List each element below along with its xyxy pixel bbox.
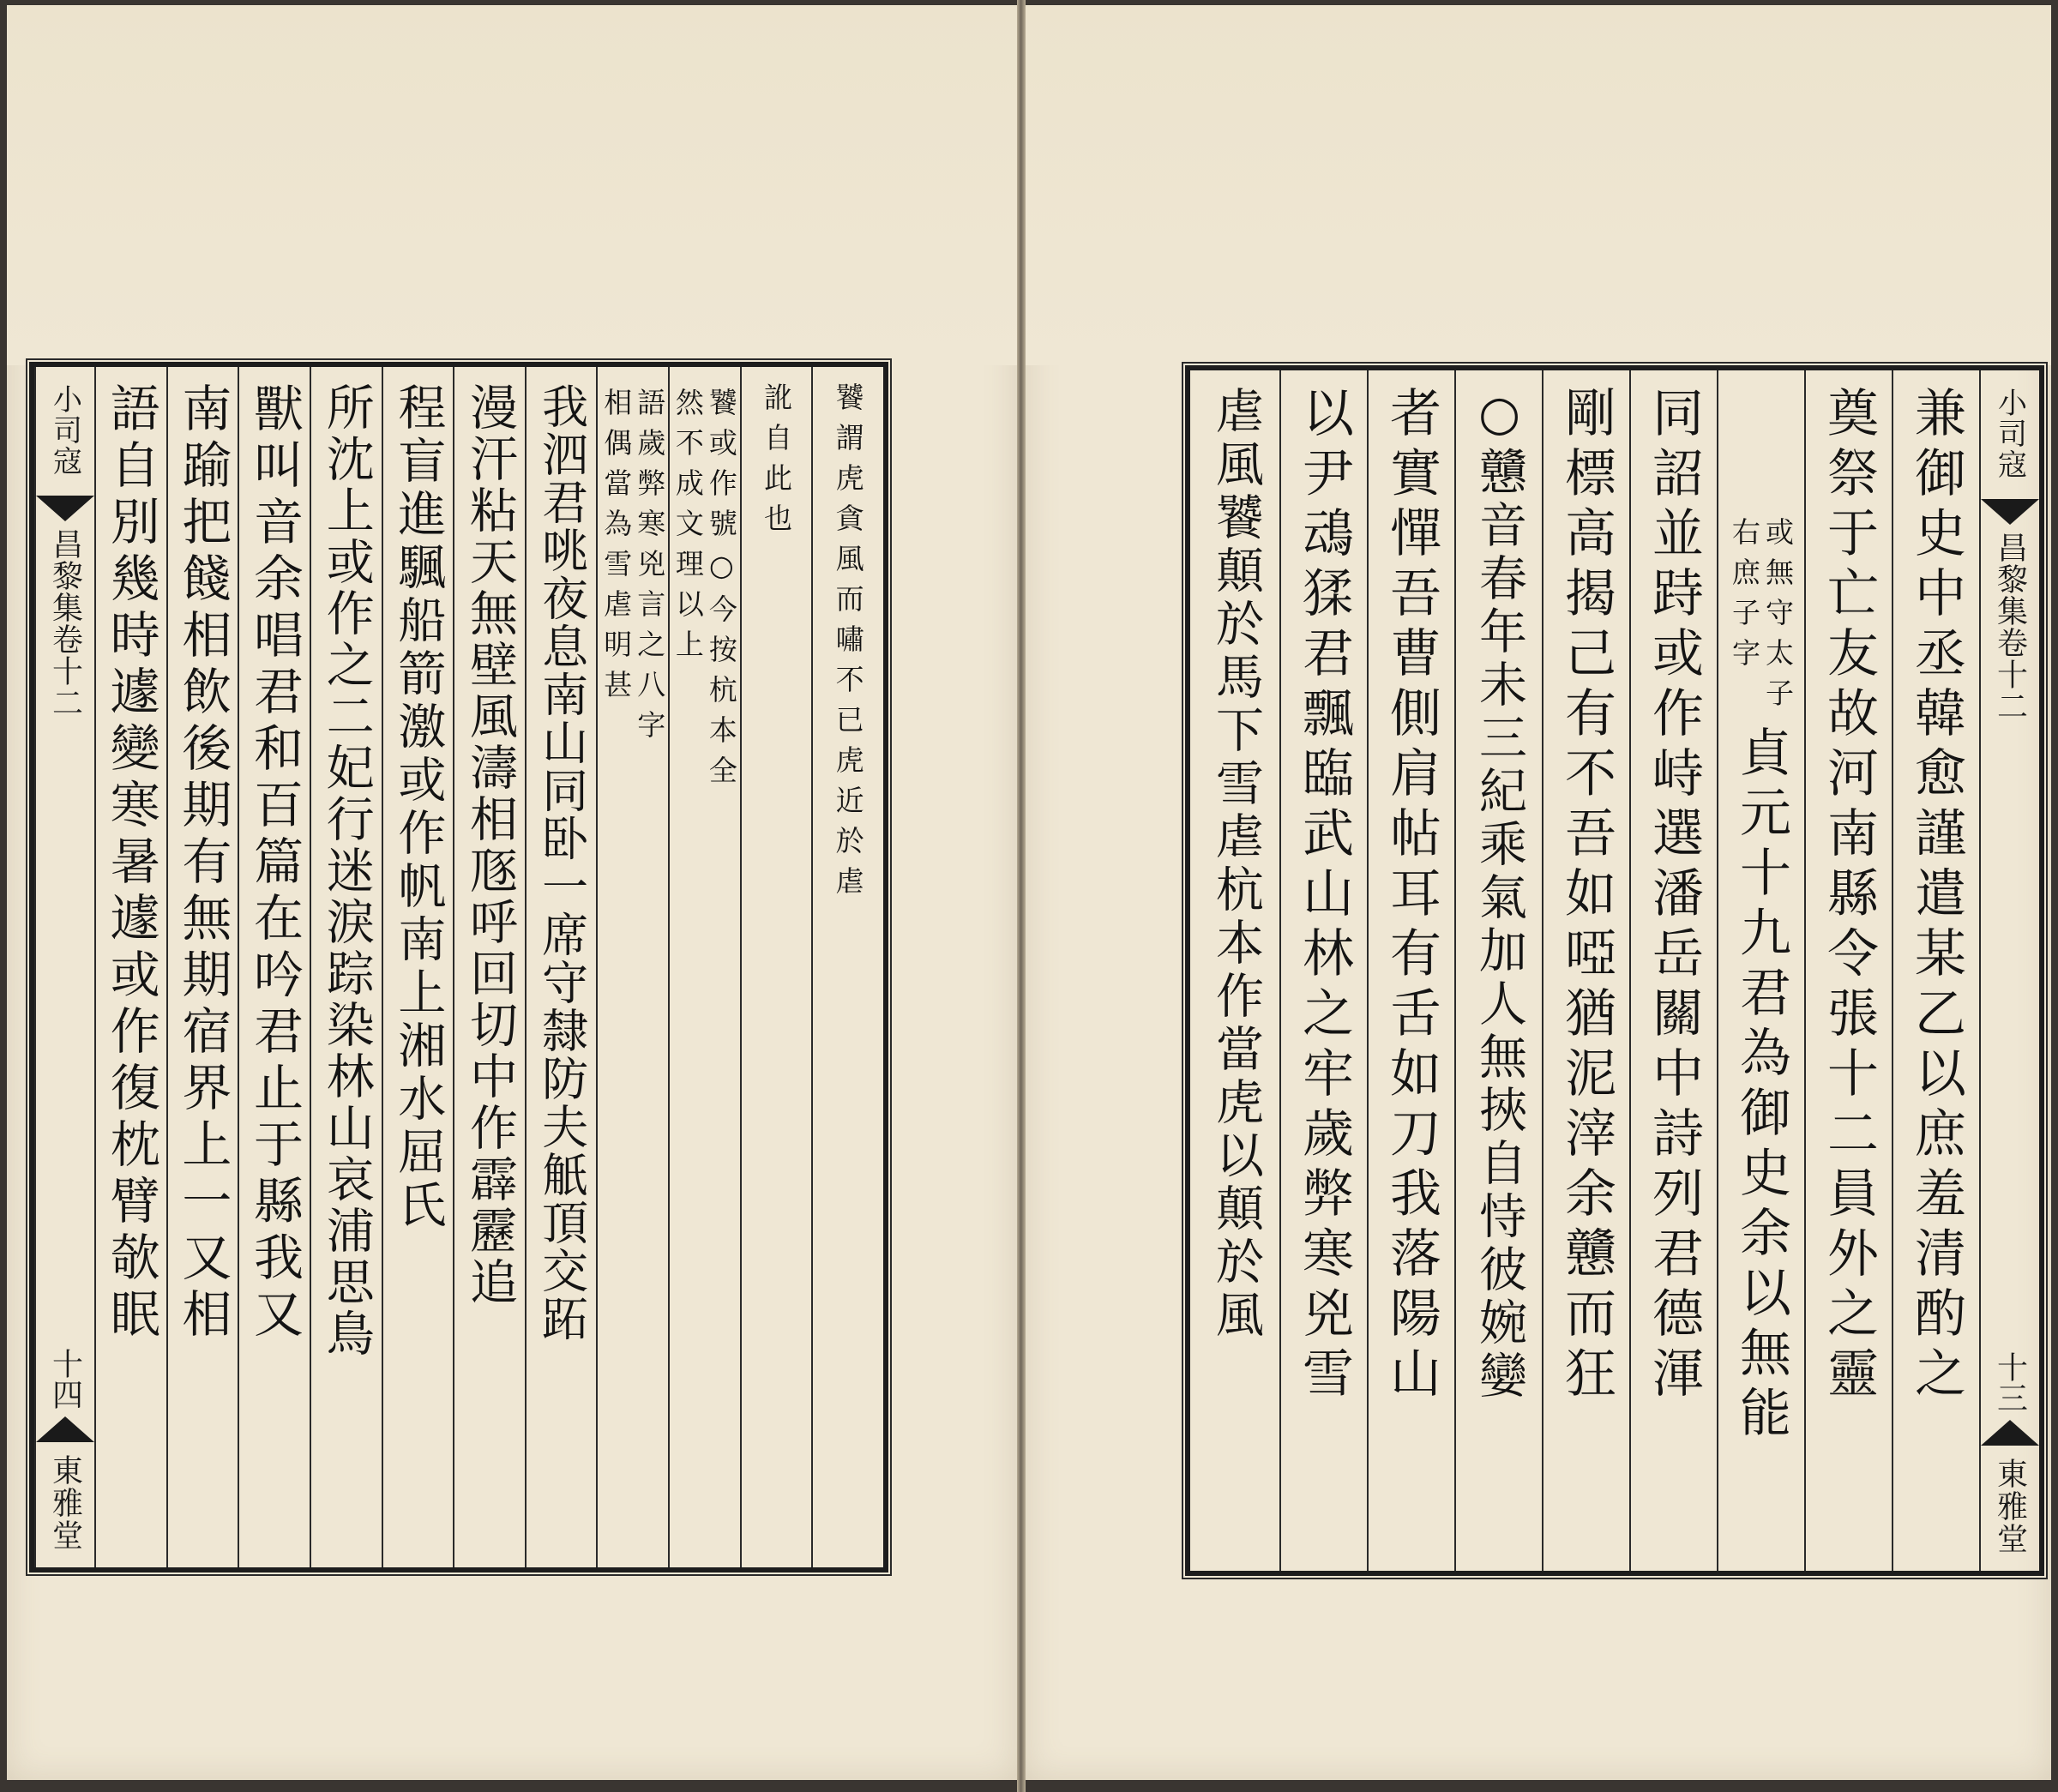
text-column bbox=[1279, 370, 1367, 1571]
text-columns bbox=[1190, 370, 2039, 1571]
text-column bbox=[1192, 370, 1279, 1571]
fish-tail-mark bbox=[1981, 1420, 2039, 1446]
annotation-block bbox=[599, 367, 667, 1567]
annotation-line: 語歲弊寒兇言之八字 bbox=[633, 388, 667, 750]
text-column bbox=[310, 367, 382, 1567]
column-text: 程盲進颿船箭激或作帆南上湘水屈氏 bbox=[390, 382, 447, 1233]
center-strip bbox=[34, 367, 94, 1567]
column-text: 奠祭于亡友故河南縣令張十二員外之靈 bbox=[1819, 386, 1879, 1406]
annotation-line: 相偶當為雪虐明甚 bbox=[599, 388, 634, 710]
top-margin bbox=[1026, 5, 2051, 365]
text-frame bbox=[29, 362, 888, 1573]
folio-number: 十四 bbox=[47, 1348, 83, 1410]
text-column bbox=[238, 367, 310, 1567]
text-column bbox=[1629, 370, 1717, 1571]
column-text: 語自別幾時遽變寒暑遽或作復枕臂欹眠 bbox=[101, 382, 160, 1344]
column-text: 我泗君咷夜息南山同卧一席守隸防夫觗頂交跖 bbox=[534, 382, 589, 1343]
annotation-block bbox=[671, 367, 738, 1567]
text-frame bbox=[1185, 365, 2044, 1576]
top-margin bbox=[7, 5, 1017, 365]
publisher-hall: 東雅堂 bbox=[1992, 1458, 2028, 1555]
text-column bbox=[1542, 370, 1629, 1571]
column-text: 漫汗粘天無壁風濤相豗呼回切中作霹靂追 bbox=[461, 382, 518, 1308]
annotation-line: 或無守太子 bbox=[1761, 516, 1795, 719]
right-page bbox=[1026, 5, 2051, 1780]
text-column bbox=[1804, 370, 1892, 1571]
fish-tail-mark bbox=[36, 1416, 94, 1442]
text-columns bbox=[34, 367, 883, 1567]
book-gutter bbox=[1017, 0, 1026, 1792]
annotation-line: 饕謂虎貪風而嘯不已虎近於虐 bbox=[831, 382, 865, 906]
column-text: 所沈上或作之二妃行迷淚踪染林山哀浦思鳥 bbox=[318, 382, 375, 1360]
text-column bbox=[1717, 370, 1804, 1571]
annotation-line: 饕或作號○今按杭本全 bbox=[704, 388, 738, 796]
book-title: 小司寇 bbox=[1992, 388, 2027, 480]
column-text: 兼御史中丞韓愈謹遣某乙以庶羞清酌之 bbox=[1906, 386, 1966, 1406]
publisher-hall: 東雅堂 bbox=[47, 1454, 83, 1552]
annotation-block bbox=[1728, 496, 1795, 719]
fish-tail-mark bbox=[36, 496, 94, 521]
column-text: 以尹䲰猱君飄臨武山林之牢歲弊寒兇雪 bbox=[1294, 386, 1354, 1406]
text-column bbox=[166, 367, 238, 1567]
text-column bbox=[811, 367, 883, 1567]
folio-number: 十三 bbox=[1992, 1351, 2028, 1413]
column-text: 貞元十九君為御史余以無能 bbox=[1731, 725, 1791, 1446]
column-text: ○戇音春年未三紀乘氣加人無挾自恃彼婉孌 bbox=[1471, 386, 1527, 1404]
text-column bbox=[1367, 370, 1454, 1571]
text-column bbox=[1454, 370, 1542, 1571]
text-column bbox=[525, 367, 597, 1567]
volume-label: 昌黎集卷十二 bbox=[1992, 532, 2028, 722]
left-page bbox=[7, 5, 1017, 1780]
column-text: 虐風饕顛於馬下雪虐杭本作當虎以顛於風 bbox=[1208, 386, 1264, 1343]
column-text: 獸叫音余唱君和百篇在吟君止于縣我又 bbox=[245, 382, 304, 1344]
column-text: 剛標高揭己有不吾如啞猶泥滓余戇而狂 bbox=[1556, 386, 1616, 1406]
annotation-line: 訛自此也 bbox=[760, 382, 794, 544]
text-column bbox=[94, 367, 166, 1567]
text-column bbox=[453, 367, 525, 1567]
annotation-line: 然不成文理以上 bbox=[671, 388, 705, 670]
text-column bbox=[1892, 370, 1979, 1571]
annotation-line: 右庶子字 bbox=[1728, 516, 1761, 678]
volume-label: 昌黎集卷十二 bbox=[47, 528, 83, 719]
column-text: 南踰把餞相飲後期有無期宿界上一又相 bbox=[173, 382, 232, 1344]
fish-tail-mark bbox=[1981, 499, 2039, 525]
book-title: 小司寇 bbox=[47, 384, 82, 477]
column-text: 同詔並跱或作峙選潘岳關中詩列君德渾 bbox=[1644, 386, 1704, 1406]
text-column bbox=[740, 367, 812, 1567]
text-column bbox=[382, 367, 454, 1567]
text-column bbox=[596, 367, 668, 1567]
text-column bbox=[668, 367, 740, 1567]
column-text: 者實憚吾曹側肩帖耳有舌如刀我落陽山 bbox=[1381, 386, 1441, 1406]
center-strip bbox=[1979, 370, 2039, 1571]
